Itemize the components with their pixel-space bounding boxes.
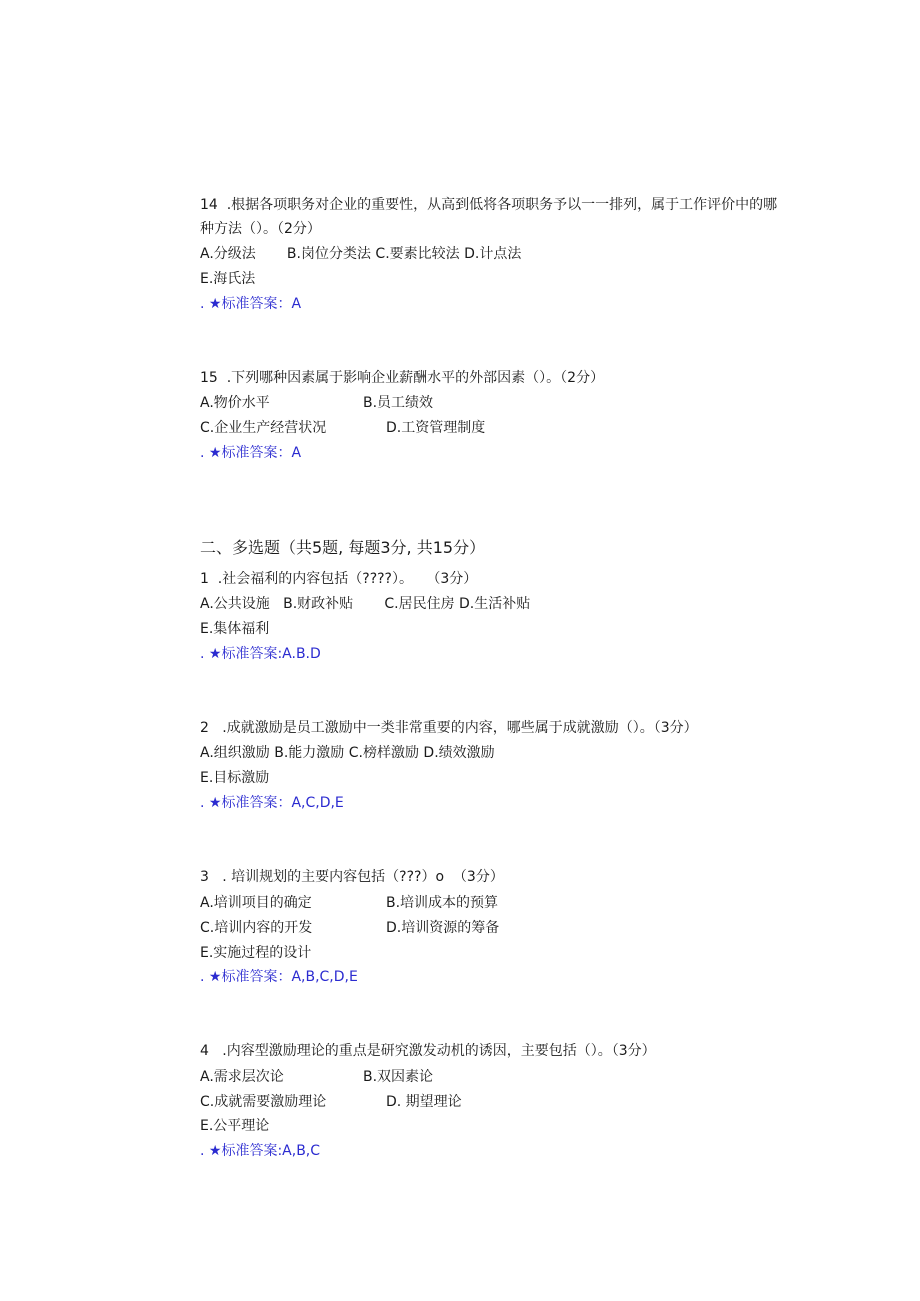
option-d: D.工资管理制度 (386, 420, 486, 436)
question-15-answer: . ★标准答案：A (200, 445, 302, 461)
multi-2-answer: . ★标准答案：A,C,D,E (200, 795, 344, 811)
option-a: A.培训项目的确定 (200, 895, 312, 911)
question-14-answer: . ★标准答案：A (200, 296, 302, 312)
option-b: B.培训成本的预算 (386, 895, 499, 911)
multi-2-option-e: E.目标激励 (200, 770, 270, 786)
multi-1-options: A.公共设施 B.财政补贴 C.居民住房 D.生活补贴 (200, 596, 531, 612)
option-d: D. 期望理论 (386, 1094, 462, 1110)
multi-4-option-e: E.公平理论 (200, 1118, 270, 1134)
multi-4-options-row1 (200, 1067, 700, 1087)
multi-3-options-row2 (200, 918, 700, 938)
question-14-options: A.分级法 B.岗位分类法 C.要素比较法 D.计点法 (200, 246, 522, 262)
multi-2-text: 2 .成就激励是员工激励中一类非常重要的内容，哪些属于成就激励（）。（3分） (200, 720, 698, 736)
question-14-text: 14 .根据各项职务对企业的重要性，从高到低将各项职务予以一一排列，属于工作评价中的哪 (200, 197, 778, 213)
question-15-options-row1 (200, 393, 700, 413)
multi-1-text: 1 .社会福利的内容包括（????）。 （3分） (200, 571, 478, 587)
option-a: A.物价水平 (200, 395, 270, 411)
multi-4-answer: . ★标准答案:A,B,C (200, 1143, 321, 1159)
option-a: A.需求层次论 (200, 1069, 284, 1085)
multi-3-answer: . ★标准答案：A,B,C,D,E (200, 969, 358, 985)
multi-2-options: A.组织激励 B.能力激励 C.榜样激励 D.绩效激励 (200, 745, 495, 761)
option-d: D.培训资源的筹备 (386, 920, 500, 936)
multi-3-text: 3 . 培训规划的主要内容包括（???）o （3分） (200, 869, 504, 885)
option-c: C.成就需要激励理论 (200, 1094, 327, 1110)
multi-1-answer: . ★标准答案:A.B.D (200, 646, 321, 662)
option-c: C.培训内容的开发 (200, 920, 313, 936)
section-title: 二、多选题（共5题, 每题3分, 共15分） (200, 538, 486, 557)
question-14-text-cont: 种方法（）。（2分） (200, 221, 321, 237)
option-c: C.企业生产经营状况 (200, 420, 327, 436)
question-14-option-e: E.海氏法 (200, 271, 256, 287)
multi-3-option-e: E.实施过程的设计 (200, 945, 312, 961)
option-b: B.双因素论 (363, 1069, 434, 1085)
question-15-options-row2 (200, 418, 700, 438)
option-b: B.员工绩效 (363, 395, 434, 411)
multi-4-options-row2 (200, 1092, 700, 1112)
question-15-text: 15 .下列哪种因素属于影响企业薪酬水平的外部因素（）。（2分） (200, 370, 605, 386)
multi-3-options-row1 (200, 893, 700, 913)
multi-1-option-e: E.集体福利 (200, 621, 270, 637)
multi-4-text: 4 .内容型激励理论的重点是研究激发动机的诱因，主要包括（）。（3分） (200, 1043, 656, 1059)
